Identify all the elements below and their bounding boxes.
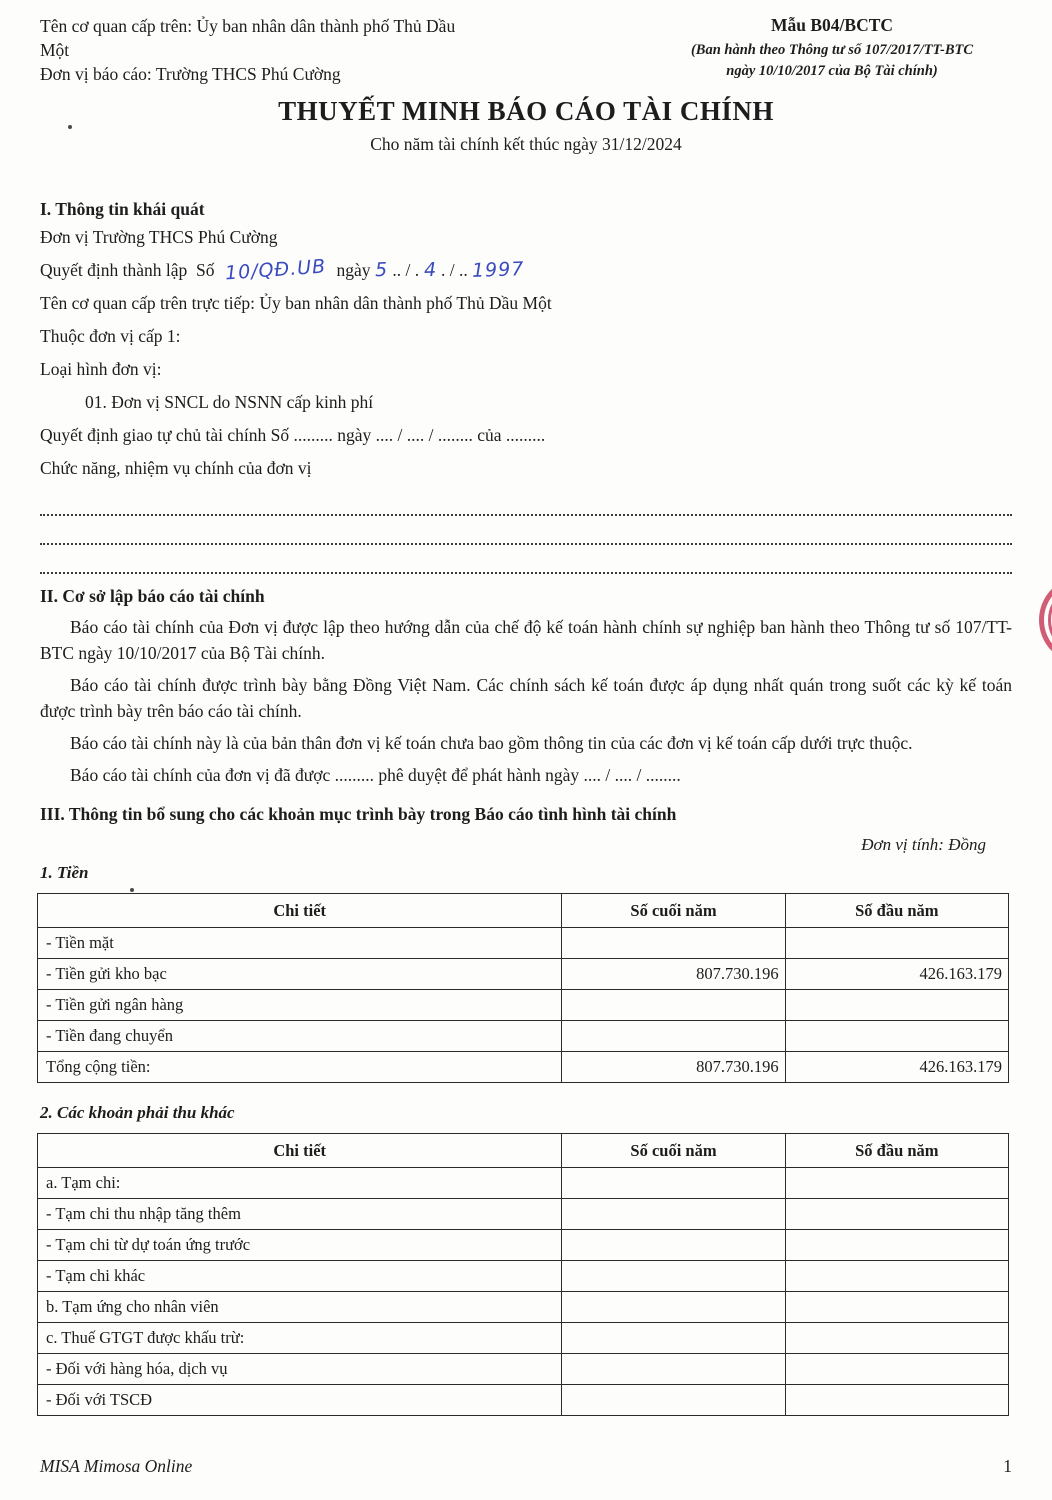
form-note-line-2: ngày 10/10/2017 của Bộ Tài chính)	[726, 63, 938, 79]
col-header-begin-year: Số đầu năm	[785, 1134, 1008, 1168]
cash-table	[37, 893, 1009, 1083]
form-code: Mẫu B04/BCTC	[770, 15, 894, 35]
superior-agency-line-wrap: Một	[40, 40, 70, 60]
section2-heading: II. Cơ sở lập báo cáo tài chính	[40, 586, 265, 606]
end-year-value	[562, 1354, 785, 1385]
dotted-fill-line	[40, 516, 1012, 545]
end-year-value	[562, 1261, 785, 1292]
app-name: MISA Mimosa Online	[40, 1456, 193, 1476]
end-year-value	[562, 928, 785, 959]
row-label: - Tiền mặt	[38, 928, 562, 959]
end-year-value	[562, 1385, 785, 1416]
section2-paragraph-1: Báo cáo tài chính của Đơn vị được lập theo hướng dẫn của chế độ kế toán hành chính sự nghiệp ban hành theo Thông tư số 107/TT-BTC ngày 10/10/2017 của Bộ Tài chính.	[40, 617, 1012, 663]
table-header-row	[38, 894, 1009, 928]
table1-caption: 1. Tiền	[40, 863, 89, 882]
page-number: 1	[1003, 1456, 1012, 1476]
dotted-placeholder-1: .. / .	[392, 260, 420, 280]
total-row-label: Tổng cộng tiền:	[38, 1052, 562, 1083]
begin-year-value	[785, 1168, 1008, 1199]
col-header-detail: Chi tiết	[38, 1134, 562, 1168]
col-header-begin-year: Số đầu năm	[785, 894, 1008, 928]
begin-year-value	[785, 928, 1008, 959]
table-row	[38, 1199, 1009, 1230]
row-label: c. Thuế GTGT được khấu trừ:	[38, 1323, 562, 1354]
table-row	[38, 1354, 1009, 1385]
reporting-unit-line: Đơn vị báo cáo: Trường THCS Phú Cường	[40, 64, 341, 84]
header-right-block	[652, 14, 1012, 82]
table-row	[38, 1323, 1009, 1354]
end-year-value	[562, 1230, 785, 1261]
section2-paragraph-2: Báo cáo tài chính được trình bày bằng Đồng Việt Nam. Các chính sách kế toán được áp dụng nhất quán trong suốt các kỳ kế toán được trình bày trên báo cáo tài chính.	[40, 675, 1012, 721]
superior-agency-line: Tên cơ quan cấp trên: Ủy ban nhân dân thành phố Thủ Dầu	[40, 16, 456, 36]
dotted-placeholder-2: . / ..	[440, 260, 468, 280]
section2-paragraph-4: Báo cáo tài chính của đơn vị đã được ......... phê duyệt để phát hành ngày .... / .... / ........	[70, 765, 681, 785]
ngay-label: ngày	[336, 260, 371, 280]
table-row	[38, 1021, 1009, 1052]
unit-type-line: Loại hình đơn vị:	[40, 359, 162, 379]
dotted-fill-line	[40, 545, 1012, 574]
handwritten-decision-number: 10/QĐ.UB	[224, 255, 327, 285]
row-label: - Đối với hàng hóa, dịch vụ	[38, 1354, 562, 1385]
row-label: - Tạm chi thu nhập tăng thêm	[38, 1199, 562, 1230]
unit-type-value-line: 01. Đơn vị SNCL do NSNN cấp kinh phí	[85, 392, 374, 412]
begin-year-value	[785, 1385, 1008, 1416]
header-left-block	[40, 14, 585, 86]
table-row	[38, 1385, 1009, 1416]
table-row	[38, 959, 1009, 990]
unit-level-line: Thuộc đơn vị cấp 1:	[40, 326, 181, 346]
begin-year-value	[785, 990, 1008, 1021]
end-year-value	[562, 1292, 785, 1323]
form-note-line-1: (Ban hành theo Thông tư số 107/2017/TT-BTC	[690, 42, 974, 58]
scan-speck	[68, 125, 72, 129]
begin-year-value	[785, 1354, 1008, 1385]
begin-year-value	[785, 1021, 1008, 1052]
row-label: - Tiền gửi kho bạc	[38, 959, 562, 990]
begin-year-value	[785, 1230, 1008, 1261]
col-header-detail: Chi tiết	[38, 894, 562, 928]
end-year-value	[562, 1168, 785, 1199]
other-receivables-table	[37, 1133, 1009, 1416]
col-header-end-year: Số cuối năm	[562, 894, 785, 928]
begin-year-total: 426.163.179	[785, 1052, 1008, 1083]
row-label: - Tiền gửi ngân hàng	[38, 990, 562, 1021]
currency-unit-note: Đơn vị tính: Đồng	[861, 835, 986, 854]
table-row	[38, 928, 1009, 959]
table-row	[38, 990, 1009, 1021]
document-header	[40, 14, 1012, 86]
dotted-fill-line	[40, 487, 1012, 516]
section2-paragraph-3: Báo cáo tài chính này là của bản thân đơn vị kế toán chưa bao gồm thông tin của các đơn vị kế toán cấp dưới trực thuộc.	[70, 733, 913, 753]
end-year-total: 807.730.196	[562, 1052, 785, 1083]
page-subtitle: Cho năm tài chính kết thúc ngày 31/12/2024	[370, 134, 682, 154]
table-row	[38, 1261, 1009, 1292]
row-label: - Tạm chi khác	[38, 1261, 562, 1292]
red-stamp-edge	[1036, 572, 1052, 672]
end-year-value	[562, 990, 785, 1021]
unit-line: Đơn vị Trường THCS Phú Cường	[40, 227, 278, 247]
table-row	[38, 1230, 1009, 1261]
section1-heading: I. Thông tin khái quát	[40, 199, 205, 219]
handwritten-month: 4	[423, 258, 437, 282]
scan-speck	[130, 888, 134, 892]
page-footer	[40, 1456, 1012, 1477]
end-year-value: 807.730.196	[562, 959, 785, 990]
table-row	[38, 1168, 1009, 1199]
begin-year-value	[785, 1261, 1008, 1292]
begin-year-value	[785, 1323, 1008, 1354]
end-year-value	[562, 1021, 785, 1052]
function-duty-line: Chức năng, nhiệm vụ chính của đơn vị	[40, 458, 312, 478]
handwritten-day: 5	[374, 258, 389, 282]
row-label: a. Tạm chi:	[38, 1168, 562, 1199]
establishment-decision-line	[40, 254, 1012, 287]
begin-year-value	[785, 1292, 1008, 1323]
col-header-end-year: Số cuối năm	[562, 1134, 785, 1168]
superior-direct-line: Tên cơ quan cấp trên trực tiếp: Ủy ban nhân dân thành phố Thủ Dầu Một	[40, 293, 552, 313]
row-label: - Đối với TSCĐ	[38, 1385, 562, 1416]
handwritten-year: 1997	[471, 258, 525, 282]
fill-in-lines	[40, 487, 1012, 574]
begin-year-value	[785, 1199, 1008, 1230]
end-year-value	[562, 1323, 785, 1354]
table-row	[38, 1292, 1009, 1323]
table2-caption: 2. Các khoản phải thu khác	[40, 1103, 235, 1122]
table-total-row	[38, 1052, 1009, 1083]
page-title: THUYẾT MINH BÁO CÁO TÀI CHÍNH	[278, 96, 774, 126]
end-year-value	[562, 1199, 785, 1230]
table-header-row	[38, 1134, 1009, 1168]
row-label: - Tạm chi từ dự toán ứng trước	[38, 1230, 562, 1261]
decision-prefix-label: Quyết định thành lập Số	[40, 260, 215, 280]
row-label: - Tiền đang chuyển	[38, 1021, 562, 1052]
autonomy-decision-line: Quyết định giao tự chủ tài chính Số ......... ngày .... / .... / ........ của .........	[40, 425, 546, 445]
row-label: b. Tạm ứng cho nhân viên	[38, 1292, 562, 1323]
section3-heading: III. Thông tin bổ sung cho các khoản mục trình bày trong Báo cáo tình hình tài chính	[40, 804, 677, 824]
begin-year-value: 426.163.179	[785, 959, 1008, 990]
